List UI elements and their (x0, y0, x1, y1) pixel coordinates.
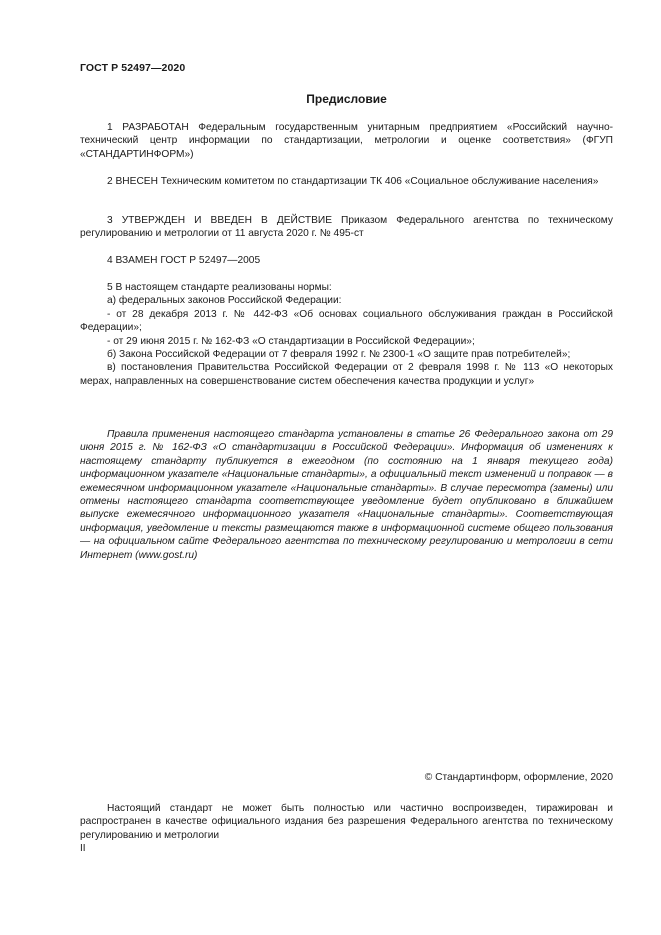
section-4 (80, 254, 613, 267)
page-title: Предисловие (306, 92, 387, 106)
section-5 (80, 281, 613, 388)
application-notice (80, 428, 613, 562)
section-5-item-a2: - от 29 июня 2015 г. № 162-ФЗ «О стандартизации в Российской Федерации»; (107, 335, 475, 347)
section-5-item-c: в) постановления Правительства Российской Федерации от 2 февраля 1998 г. № 113 «О некоторых мерах, направленных на совершенствование систем обеспечения качества продукции и услуг» (80, 362, 613, 387)
section-5-intro: 5 В настоящем стандарте реализованы нормы: (107, 282, 332, 293)
reproduction-notice-text: Настоящий стандарт не может быть полностью или частично воспроизведен, тиражирован и распространен в качестве официального издания без разрешения Федерального агентства по техническому регулированию и метрологии (80, 803, 613, 841)
page-number: II (80, 843, 86, 854)
reproduction-notice (80, 802, 613, 842)
section-2-text: 2 ВНЕСЕН Техническим комитетом по стандартизации ТК 406 «Социальное обслуживание населения» (107, 176, 599, 187)
section-5-item-a1: - от 28 декабря 2013 г. № 442-ФЗ «Об основах социального обслуживания граждан в Российской Федерации»; (80, 308, 613, 334)
section-1-text: 1 РАЗРАБОТАН Федеральным государственным унитарным предприятием «Российский научно-технический центр информации по стандартизации, метрологии и оценке соответствия» (ФГУП «СТАНДАРТИНФОРМ») (80, 122, 613, 160)
copyright-line: © Стандартинформ, оформление, 2020 (424, 772, 613, 783)
section-3 (80, 214, 613, 241)
section-4-text: 4 ВЗАМЕН ГОСТ Р 52497—2005 (107, 255, 261, 266)
section-5-item-a: а) федеральных законов Российской Федерации: (107, 295, 342, 307)
section-3-text: 3 УТВЕРЖДЕН И ВВЕДЕН В ДЕЙСТВИЕ Приказом Федерального агентства по техническому регулированию и метрологии от 11 августа 2020 г. № 495-ст (80, 215, 613, 240)
section-5-item-b: б) Закона Российской Федерации от 7 февраля 1992 г. № 2300-1 «О защите прав потребителей»; (107, 349, 571, 361)
section-1 (80, 121, 613, 161)
application-notice-text: Правила применения настоящего стандарта установлены в статье 26 Федерального закона от 29 июня 2015 г. № 162-ФЗ «О стандартизации в Российской Федерации». Информация об изменениях к настоящему стандарту публикуется в ежегодном (по состоянию на 1 января текущего года) информационном указателе «Национальные стандарты», а официальный текст изменений и поправок — в ежемесячном информационном указателе «Национальные стандарты». В случае пересмотра (замены) или отмены настоящего стандарта соответствующее уведомление будет опубликовано в ближайшем выпуске ежемесячного информационного указателя «Национальные стандарты». Соответствующая информация, уведомление и тексты размещаются также в информационной системе общего пользования — на официальном сайте Федерального агентства по техническому регулированию и метрологии в сети Интернет (www.gost.ru) (80, 429, 613, 561)
section-2 (80, 175, 613, 188)
document-code-header: ГОСТ Р 52497—2020 (80, 62, 186, 74)
